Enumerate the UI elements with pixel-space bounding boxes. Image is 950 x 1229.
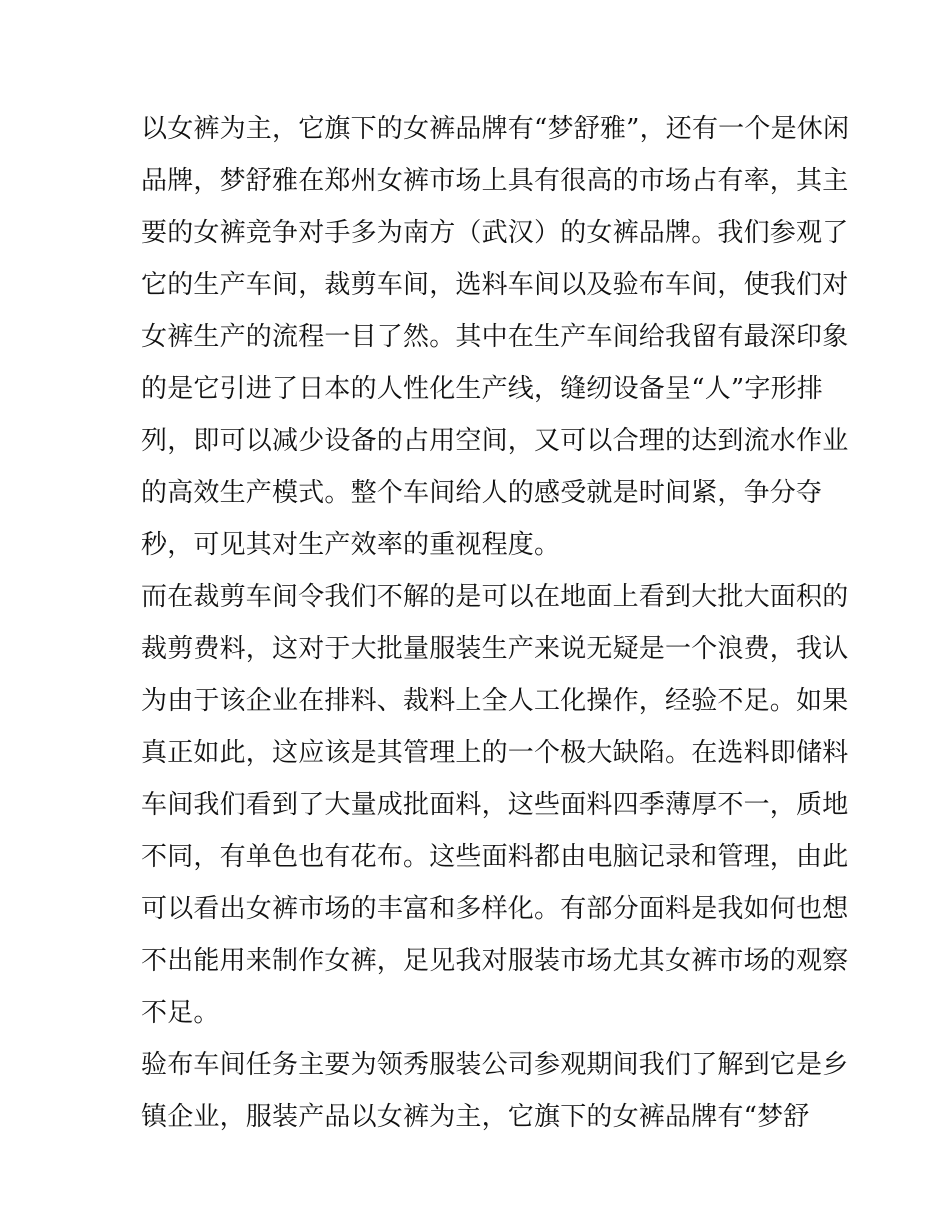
text-line: 车间我们看到了大量成批面料，这些面料四季薄厚不一，质地 xyxy=(141,790,849,820)
text-line: 真正如此，这应该是其管理上的一个极大缺陷。在选料即储料 xyxy=(141,738,849,768)
text-line: 的高效生产模式。整个车间给人的感受就是时间紧，争分夺 xyxy=(141,478,823,508)
text-line: 它的生产车间，裁剪车间，选料车间以及验布车间，使我们对 xyxy=(141,270,849,300)
text-line: 不同，有单色也有花布。这些面料都由电脑记录和管理，由此 xyxy=(141,842,849,872)
text-line: 以女裤为主，它旗下的女裤品牌有“梦舒雅”，还有一个是休闲 xyxy=(141,114,850,144)
text-line: 女裤生产的流程一目了然。其中在生产车间给我留有最深印象 xyxy=(141,322,849,352)
text-line: 镇企业，服装产品以女裤为主，它旗下的女裤品牌有“梦舒 xyxy=(141,1102,810,1132)
text-line: 不足。 xyxy=(141,998,220,1028)
text-line: 为由于该企业在排料、裁料上全人工化操作，经验不足。如果 xyxy=(141,686,849,716)
text-line: 验布车间任务主要为领秀服装公司参观期间我们了解到它是乡 xyxy=(141,1050,849,1080)
text-line: 不出能用来制作女裤，足见我对服装市场尤其女裤市场的观察 xyxy=(141,946,849,976)
text-line: 而在裁剪车间令我们不解的是可以在地面上看到大批大面积的 xyxy=(141,582,849,612)
text-line: 列，即可以减少设备的占用空间，又可以合理的达到流水作业 xyxy=(141,426,849,456)
text-line: 品牌，梦舒雅在郑州女裤市场上具有很高的市场占有率，其主 xyxy=(141,166,849,196)
text-line: 可以看出女裤市场的丰富和多样化。有部分面料是我如何也想 xyxy=(141,894,849,924)
text-line: 裁剪费料，这对于大批量服装生产来说无疑是一个浪费，我认 xyxy=(141,634,849,664)
text-line: 秒，可见其对生产效率的重视程度。 xyxy=(141,530,561,560)
text-line: 的是它引进了日本的人性化生产线，缝纫设备呈“人”字形排 xyxy=(141,374,823,404)
text-line: 要的女裤竞争对手多为南方（武汉）的女裤品牌。我们参观了 xyxy=(141,218,849,248)
